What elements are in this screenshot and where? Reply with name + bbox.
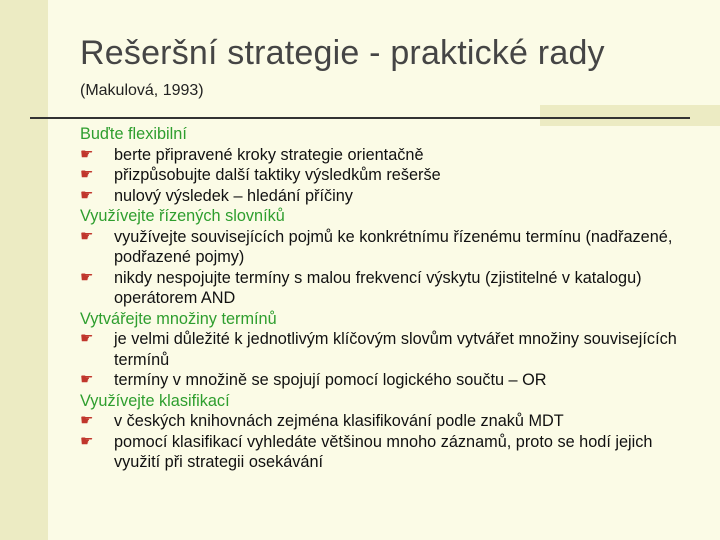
pointing-hand-icon: ☛ xyxy=(80,330,94,347)
pointing-hand-icon: ☛ xyxy=(80,166,94,183)
list-item-text: nulový výsledek – hledání příčiny xyxy=(114,186,353,205)
list-item xyxy=(80,268,700,309)
pointing-hand-icon: ☛ xyxy=(80,268,94,286)
section-heading: Využívejte řízených slovníků xyxy=(80,207,285,225)
list-item-text: v českých knihovnách zejména klasifikování podle znaků MDT xyxy=(114,412,564,430)
list-item-text: nikdy nespojujte termíny s malou frekvencí výskytu (zjistitelné v katalogu) operátorem AND xyxy=(114,268,642,307)
list-item xyxy=(80,370,700,391)
slide-title: Rešeršní strategie - praktické rady xyxy=(80,34,605,72)
list-item xyxy=(80,411,700,432)
slide-subtitle: (Makulová, 1993) xyxy=(80,82,204,99)
section-heading: Vytvářejte množiny termínů xyxy=(80,309,277,328)
list-item-text: berte připravené kroky strategie orientačně xyxy=(114,145,424,164)
list-item-text: využívejte souvisejících pojmů ke konkrétnímu řízenému termínu (nadřazené, podřazené pojmy) xyxy=(114,227,673,266)
pointing-hand-icon: ☛ xyxy=(80,432,94,450)
list-item xyxy=(80,227,700,268)
pointing-hand-icon: ☛ xyxy=(80,371,94,388)
list-item-text: termíny v množině se spojují pomocí logického součtu – OR xyxy=(114,371,547,389)
section-heading: Využívejte klasifikací xyxy=(80,391,230,410)
list-item-text: je velmi důležité k jednotlivým klíčovým slovům vytvářet množiny souvisejících termínů xyxy=(114,330,677,369)
list-item xyxy=(80,186,700,207)
list-item-text: pomocí klasifikací vyhledáte většinou mnoho záznamů, proto se hodí jejich využití při strategii osekávání xyxy=(114,432,653,471)
list-item-text: přizpůsobujte další taktiky výsledkům rešerše xyxy=(114,166,441,184)
left-decorative-band-lower xyxy=(0,382,48,540)
list-item xyxy=(80,165,700,186)
pointing-hand-icon: ☛ xyxy=(80,227,94,245)
list-item xyxy=(80,145,700,166)
pointing-hand-icon: ☛ xyxy=(80,412,94,429)
corner-decorative-box xyxy=(540,105,720,126)
pointing-hand-icon: ☛ xyxy=(80,186,94,204)
slide-content xyxy=(80,124,700,473)
pointing-hand-icon: ☛ xyxy=(80,145,94,163)
list-item xyxy=(80,329,700,370)
list-item xyxy=(80,432,700,473)
section-heading: Buďte flexibilní xyxy=(80,125,187,143)
title-divider xyxy=(30,117,690,119)
